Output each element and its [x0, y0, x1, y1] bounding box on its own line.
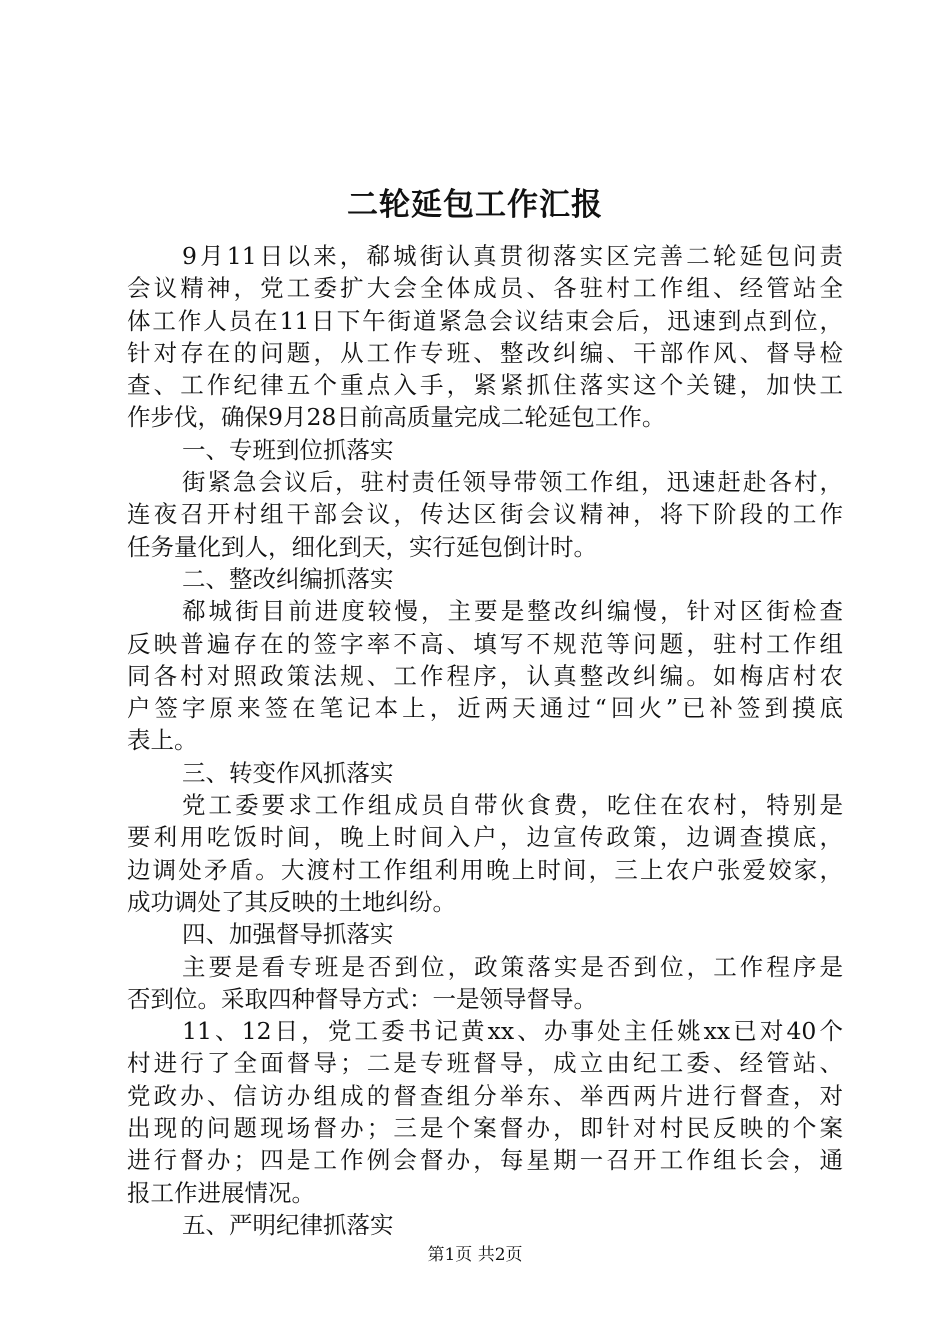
paragraph-line: 同各村对照政策法规、工作程序，认真整改纠编。如梅店村农	[127, 661, 843, 690]
paragraph-line: 11、12日，党工委书记黄xx、办事处主任姚xx已对40个	[182, 1017, 843, 1046]
page-footer: 第1页 共2页	[427, 1245, 523, 1265]
paragraph-line: 否到位。采取四种督导方式：一是领导督导。	[127, 984, 597, 1013]
section-heading-1: 一、专班到位抓落实	[182, 435, 394, 464]
section-heading-4: 四、加强督导抓落实	[182, 920, 394, 949]
paragraph-line: 连夜召开村组干部会议，传达区街会议精神，将下阶段的工作	[127, 500, 843, 529]
paragraph-line: 街紧急会议后，驻村责任领导带领工作组，迅速赶赴各村，	[182, 468, 843, 497]
paragraph-line: 户签字原来签在笔记本上，近两天通过“回火”已补签到摸底	[127, 694, 843, 723]
paragraph-line: 主要是看专班是否到位，政策落实是否到位，工作程序是	[182, 952, 843, 981]
paragraph-line: 报工作进展情况。	[127, 1178, 315, 1207]
paragraph-line: 成功调处了其反映的土地纠纷。	[127, 887, 456, 916]
document-body	[127, 240, 843, 1241]
paragraph-line: 查、工作纪律五个重点入手，紧紧抓住落实这个关键，加快工	[127, 371, 843, 400]
paragraph-line: 郗城街目前进度较慢，主要是整改纠编慢，针对区街检查	[182, 597, 843, 626]
paragraph-line: 任务量化到人，细化到天，实行延包倒计时。	[127, 532, 597, 561]
paragraph-line: 反映普遍存在的签字率不高、填写不规范等问题，驻村工作组	[127, 629, 843, 658]
paragraph-line: 体工作人员在11日下午街道紧急会议结束会后，迅速到点到位，	[127, 306, 843, 335]
paragraph-line: 党政办、信访办组成的督查组分举东、举西两片进行督查，对	[127, 1081, 843, 1110]
paragraph-line: 党工委要求工作组成员自带伙食费，吃住在农村，特别是	[182, 791, 843, 820]
document-title: 二轮延包工作汇报	[347, 187, 603, 223]
paragraph-line: 村进行了全面督导；二是专班督导，成立由纪工委、经管站、	[127, 1049, 843, 1078]
paragraph-line: 9月11日以来，郗城街认真贯彻落实区完善二轮延包问责	[182, 242, 843, 270]
paragraph-line: 进行督办；四是工作例会督办，每星期一召开工作组长会，通	[127, 1146, 843, 1175]
paragraph-line: 出现的问题现场督办；三是个案督办，即针对村民反映的个案	[127, 1114, 843, 1143]
section-heading-2: 二、整改纠编抓落实	[182, 564, 394, 593]
paragraph-line: 会议精神，党工委扩大会全体成员、各驻村工作组、经管站全	[127, 274, 843, 303]
paragraph-line: 边调处矛盾。大渡村工作组利用晚上时间，三上农户张爱姣家，	[127, 855, 843, 884]
section-heading-3: 三、转变作风抓落实	[182, 758, 394, 787]
paragraph-line: 作步伐，确保9月28日前高质量完成二轮延包工作。	[127, 403, 666, 432]
section-heading-5: 五、严明纪律抓落实	[182, 1210, 394, 1239]
paragraph-line: 表上。	[127, 726, 198, 755]
paragraph-line: 要利用吃饭时间，晚上时间入户，边宣传政策，边调查摸底，	[127, 823, 843, 852]
paragraph-line: 针对存在的问题，从工作专班、整改纠编、干部作风、督导检	[127, 338, 843, 367]
